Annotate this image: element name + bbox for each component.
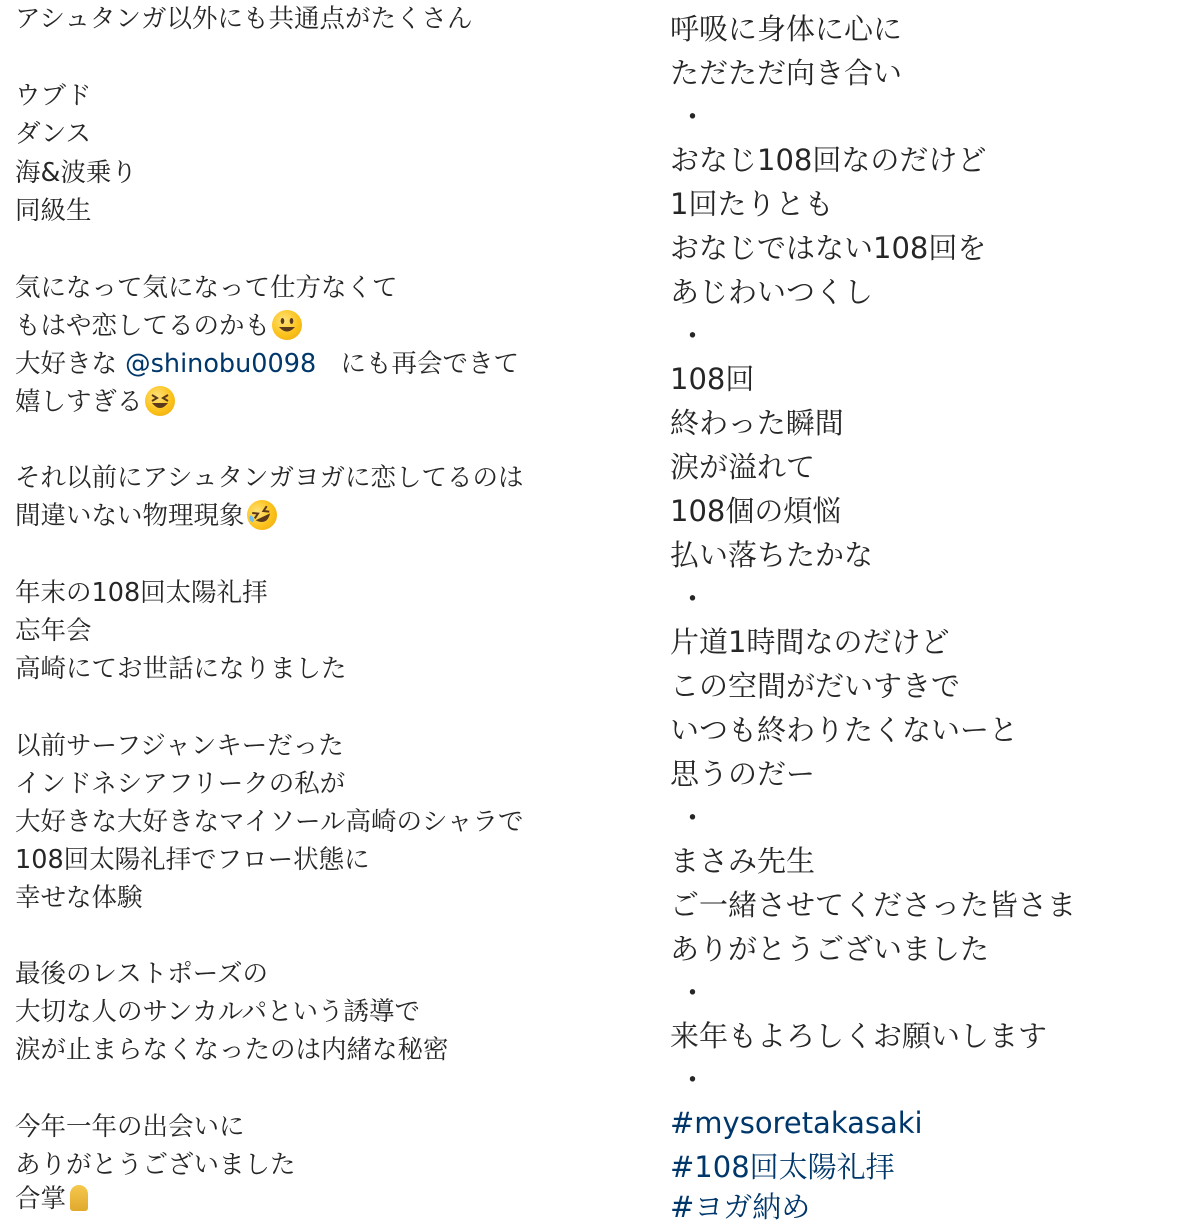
mention-link[interactable]: @shinobu0098 <box>125 349 317 379</box>
caption-line: おなじではない108回を <box>670 231 987 265</box>
caption-text: 間違いない物理現象 <box>15 501 245 531</box>
caption-line: まさみ先生 <box>670 844 816 878</box>
caption-line: 忘年会 <box>15 616 92 646</box>
caption-line: 108個の煩悩 <box>670 494 842 528</box>
caption-line: 気になって気になって仕方なくて <box>15 273 398 303</box>
caption-line: ありがとうございました <box>670 932 990 966</box>
caption-line <box>15 386 175 418</box>
hashtag-link[interactable]: #108回太陽礼拝 <box>670 1150 895 1184</box>
caption-line: それ以前にアシュタンガヨガに恋してるのは <box>15 463 524 493</box>
laughing-face-emoji <box>145 386 175 416</box>
caption-line: 108回太陽礼拝でフロー状態に <box>15 845 370 875</box>
caption-line: ウブド <box>15 81 92 111</box>
caption-line: 大切な人のサンカルパという誘導で <box>15 997 420 1027</box>
caption-line: 終わった瞬間 <box>670 406 844 440</box>
caption-line: ありがとうございました <box>15 1150 296 1180</box>
caption-line: 1回たりとも <box>670 187 834 221</box>
caption-line: あじわいつくし <box>670 275 874 309</box>
caption-line: 払い落ちたかな <box>670 538 874 572</box>
folded-hands-emoji <box>70 1185 88 1211</box>
separator-dot: ・ <box>678 801 708 835</box>
caption-line: 涙が止まらなくなったのは内緒な秘密 <box>15 1035 449 1065</box>
caption-line: アシュタンガ以外にも共通点がたくさん <box>15 4 473 34</box>
hashtag-link[interactable]: #mysoretakasaki <box>670 1106 923 1140</box>
caption-line: インドネシアフリークの私が <box>15 769 346 799</box>
smiling-face-emoji <box>272 310 302 340</box>
caption-line <box>15 1183 88 1215</box>
caption-line: 最後のレストポーズの <box>15 959 268 989</box>
separator-dot: ・ <box>678 319 708 353</box>
caption-line: 思うのだー <box>670 757 816 791</box>
separator-dot: ・ <box>678 976 708 1010</box>
caption-text: もはや恋してるのかも <box>15 311 271 341</box>
separator-dot: ・ <box>678 582 708 616</box>
caption-line: 今年一年の出会いに <box>15 1112 245 1142</box>
caption-line: ダンス <box>15 119 91 149</box>
caption-line: 涙が溢れて <box>670 450 816 484</box>
caption-text: 大好きな <box>15 349 118 379</box>
caption-line: 来年もよろしくお願いします <box>670 1019 1048 1053</box>
caption-line: 海&波乗り <box>15 158 137 188</box>
caption-line <box>15 500 277 532</box>
caption-line: いつも終わりたくないーと <box>670 713 1019 747</box>
caption-line: 呼吸に身体に心に <box>670 12 903 46</box>
caption-line: 108回 <box>670 362 755 396</box>
caption-line: 年末の108回太陽礼拝 <box>15 578 268 608</box>
caption-text: にも再会できて <box>340 349 520 379</box>
caption-line <box>15 348 519 380</box>
caption-line <box>15 310 302 342</box>
caption-line: ご一緒させてくださった皆さま <box>670 888 1077 922</box>
caption-line: 同級生 <box>15 196 92 226</box>
caption-line: 高崎にてお世話になりました <box>15 654 347 684</box>
caption-text: 合掌 <box>15 1184 67 1214</box>
caption-line: ただただ向き合い <box>670 56 903 90</box>
hashtag-link[interactable]: #ヨガ納め <box>670 1190 811 1224</box>
separator-dot: ・ <box>678 100 708 134</box>
caption-line: 大好きな大好きなマイソール高崎のシャラで <box>15 807 524 837</box>
rolling-laughing-emoji <box>242 495 282 535</box>
caption-line: 片道1時間なのだけど <box>670 625 950 659</box>
caption-text: 嬉しすぎる <box>15 387 143 417</box>
separator-dot: ・ <box>678 1063 708 1097</box>
caption-line: この空間がだいすきで <box>670 669 961 703</box>
caption-line: 以前サーフジャンキーだった <box>15 731 344 761</box>
caption-line: おなじ108回なのだけど <box>670 143 987 177</box>
caption-line: 幸せな体験 <box>15 883 143 913</box>
